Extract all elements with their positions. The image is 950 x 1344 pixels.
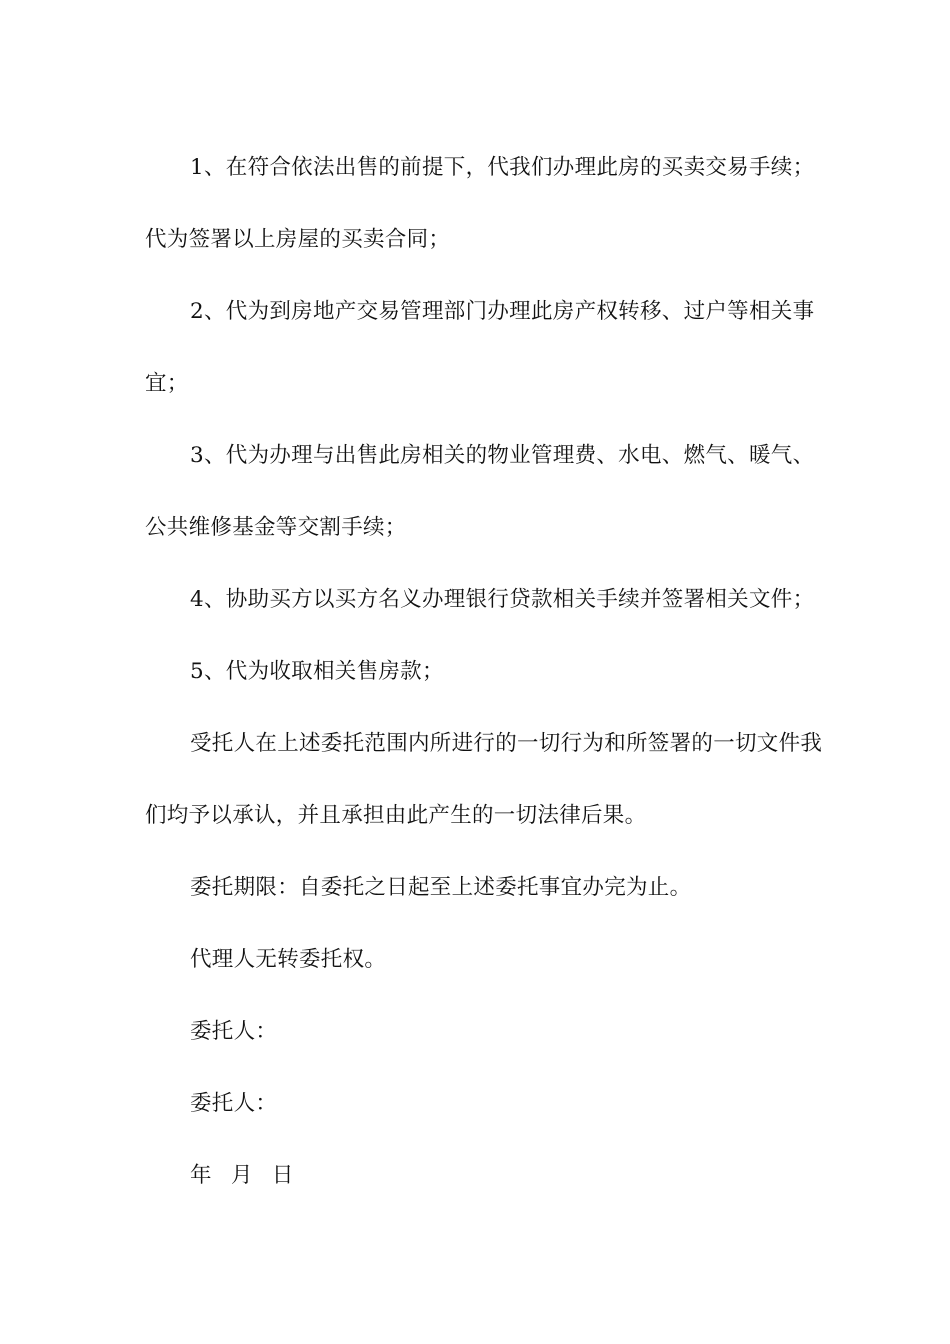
clause-1: 1、在符合依法出售的前提下，代我们办理此房的买卖交易手续；代为签署以上房屋的买卖合同；: [145, 155, 815, 252]
principal-signature-1: 委托人：: [190, 1019, 278, 1044]
date-line: [145, 1140, 825, 1212]
clause-5: 5、代为收取相关售房款；: [190, 659, 444, 684]
term-paragraph: 委托期限：自委托之日起至上述委托事宜办完为止。: [190, 875, 692, 900]
clause-3: 3、代为办理与出售此房相关的物业管理费、水电、燃气、暖气、公共维修基金等交割手续；: [145, 443, 815, 540]
clause-2: 2、代为到房地产交易管理部门办理此房产权转移、过户等相关事宜；: [145, 299, 815, 396]
date-day: 日: [271, 1163, 294, 1188]
document-body: [145, 132, 825, 1212]
date-year: 年: [190, 1163, 212, 1188]
principal-signature-2: 委托人：: [190, 1091, 278, 1116]
clause-4: 4、协助买方以买方名义办理银行贷款相关手续并签署相关文件；: [190, 587, 815, 612]
no-subdelegation-paragraph: 代理人无转委托权。: [190, 947, 387, 972]
acknowledgement-paragraph: 受托人在上述委托范围内所进行的一切行为和所签署的一切文件我们均予以承认，并且承担由此产生的一切法律后果。: [145, 731, 823, 828]
date-month: 月: [230, 1163, 253, 1188]
